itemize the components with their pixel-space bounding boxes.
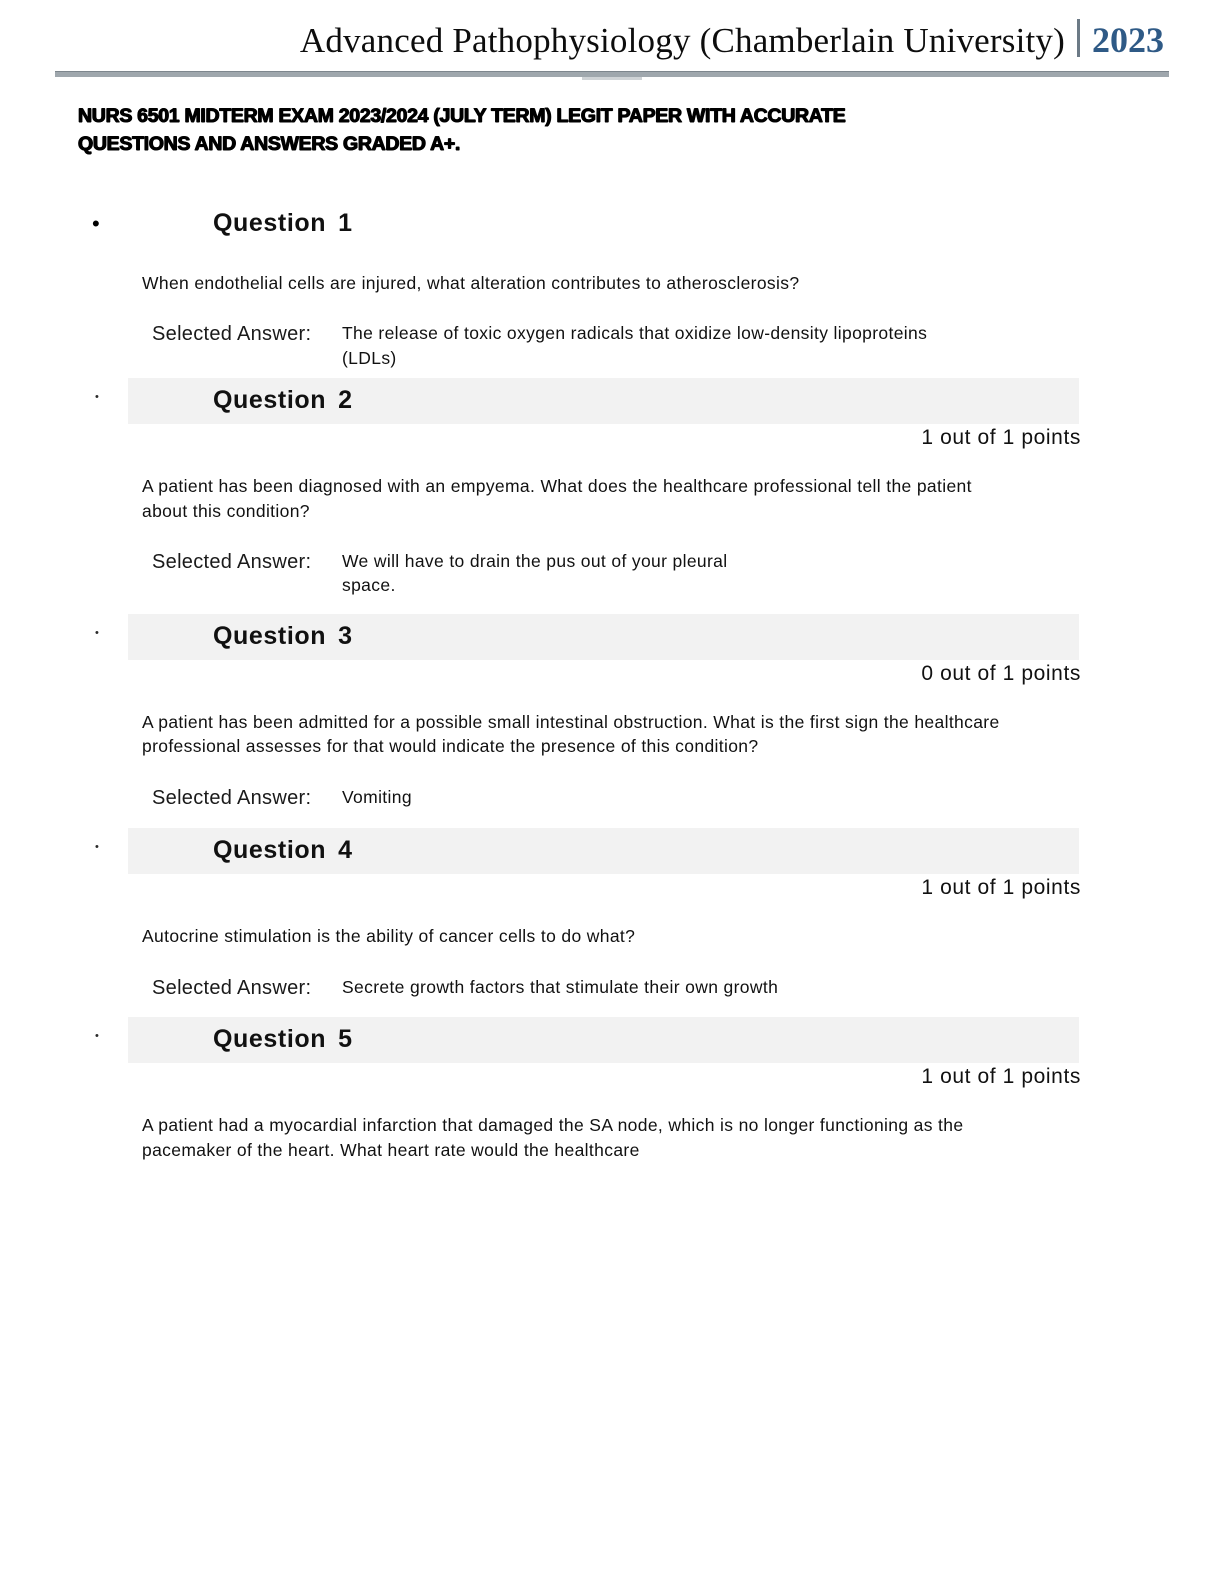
question-block-5 [0,1017,1224,1163]
question-header-2 [95,378,1079,424]
document-header [0,0,1224,67]
question-title-4: Question 4 [213,836,353,865]
question-header-4 [95,828,1079,874]
selected-answer-label: Selected Answer: [152,976,312,999]
selected-answer-value-1: The release of toxic oxygen radicals that oxidize low-density lipoproteins (LDLs) [342,323,928,368]
selected-answer-value-3: Vomiting [342,787,412,808]
bullet-icon: • [92,210,100,236]
selected-answer-label: Selected Answer: [152,323,312,346]
question-number-5: 5 [338,1025,353,1054]
header-tick [582,77,642,80]
bullet-icon: • [95,1029,99,1042]
answer-row-2 [152,549,1224,597]
question-points-5: 1 out of 1 points [921,1064,1081,1088]
answer-row-1 [152,321,1224,369]
selected-answer-label: Selected Answer: [152,787,312,810]
bullet-icon: • [95,390,99,403]
bullet-icon: • [95,626,99,639]
question-points-3: 0 out of 1 points [921,661,1081,685]
question-points-2: 1 out of 1 points [921,425,1081,449]
selected-answer-value-2: We will have to drain the pus out of your pleural space. [342,551,728,596]
header-divider [1077,19,1080,57]
question-text-2: A patient has been diagnosed with an empyema. What does the healthcare professional tell the patient about this condition? [142,475,972,521]
question-text-4: Autocrine stimulation is the ability of cancer cells to do what? [142,925,636,946]
question-title-5: Question 5 [213,1025,353,1054]
question-block-2 [0,378,1224,598]
selected-answer-label: Selected Answer: [152,551,312,574]
exam-banner-line-2: QUESTIONS AND ANSWERS GRADED A+. [78,133,461,156]
question-header-1 [92,201,1224,247]
question-text-1: When endothelial cells are injured, what alteration contributes to atherosclerosis? [142,272,800,293]
question-number-3: 3 [338,622,353,651]
question-title-3: Question 3 [213,622,353,651]
document-title: Advanced Pathophysiology (Chamberlain University) [299,21,1065,60]
question-points-4: 1 out of 1 points [921,875,1081,899]
answer-row-4 [152,975,1224,1001]
question-block-1 [0,201,1224,370]
question-number-4: 4 [338,836,353,865]
question-title-1: Question 1 [213,209,353,238]
question-text-3: A patient has been admitted for a possible small intestinal obstruction. What is the first sign the healthcare professional assesses for that would indicate the presence of this condition? [142,711,1000,757]
exam-banner-line-1: NURS 6501 MIDTERM EXAM 2023/2024 (JULY TERM) LEGIT PAPER WITH ACCURATE [78,105,846,127]
question-number-2: 2 [338,386,353,415]
question-text-5: A patient had a myocardial infarction that damaged the SA node, which is no longer functioning as the pacemaker of the heart. What heart rate would the healthcare [142,1114,964,1160]
selected-answer-value-4: Secrete growth factors that stimulate their own growth [342,976,779,997]
question-header-5 [95,1017,1079,1063]
questions-container [0,201,1224,1163]
question-title-2: Question 2 [213,386,353,415]
answer-row-3 [152,785,1224,811]
bullet-icon: • [95,840,99,853]
exam-banner [78,102,1078,159]
question-number-1: 1 [338,209,353,238]
question-block-3 [0,614,1224,812]
question-block-4 [0,828,1224,1001]
document-year: 2023 [1092,20,1164,60]
question-header-3 [95,614,1079,660]
